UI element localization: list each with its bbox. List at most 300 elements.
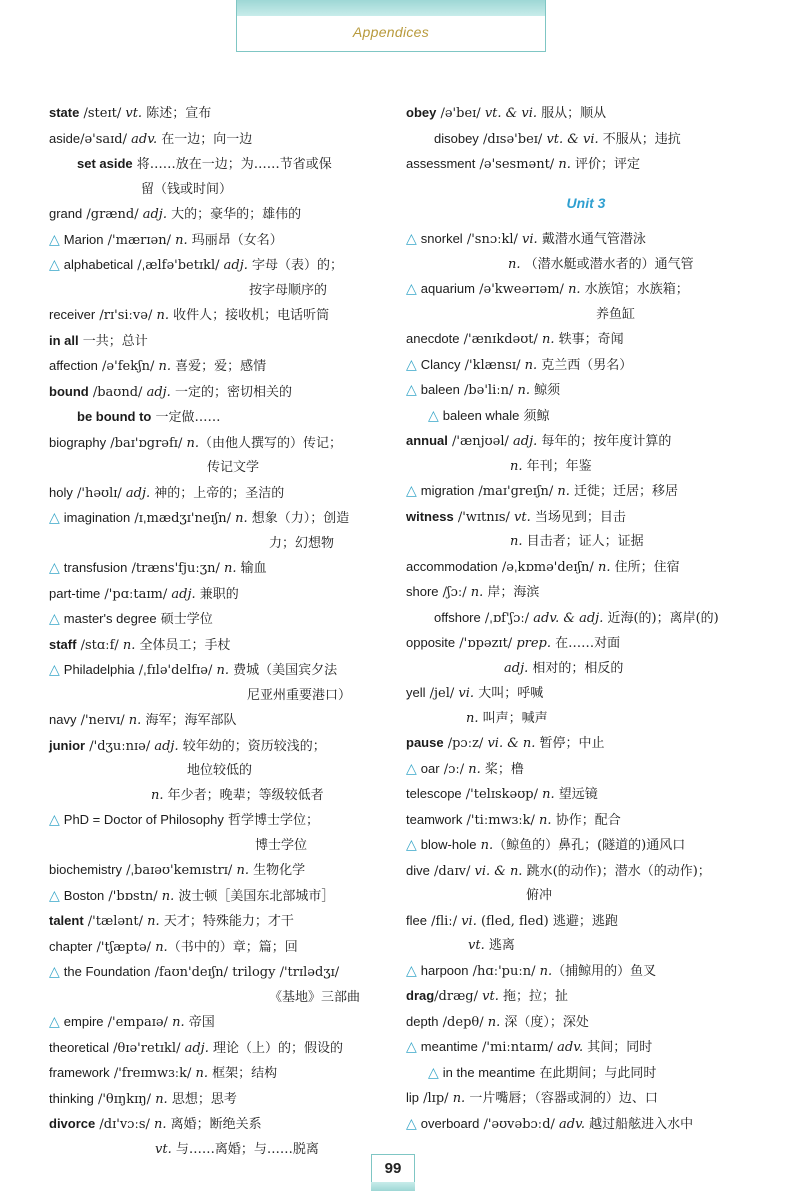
phonetic: /'bɒstn/ <box>104 888 162 904</box>
definition: 力；幻想物 <box>269 535 335 551</box>
part-of-speech: n. <box>557 484 570 499</box>
definition: 当场见到；目击 <box>530 509 626 525</box>
definition: 在此期间；与此同时 <box>535 1065 657 1081</box>
phonetic: /jel/ <box>425 686 459 701</box>
triangle-marker-icon: △ <box>406 1115 417 1132</box>
part-of-speech: n. <box>195 1066 209 1081</box>
headword: receiver <box>49 307 96 322</box>
glossary-continuation-line <box>49 759 389 784</box>
definition: 一定做…… <box>151 410 221 425</box>
definition: 目击者；证人；证据 <box>526 534 644 549</box>
glossary-entry <box>49 708 389 734</box>
phonetic: /daɪv/ <box>429 863 475 879</box>
glossary-continuation-line <box>49 834 389 859</box>
phonetic: /rɪ'siːvə/ <box>95 308 157 323</box>
definition: 不服从；违抗 <box>598 131 681 147</box>
headword: bound <box>49 383 89 399</box>
glossary-entry <box>49 1061 389 1087</box>
phonetic: /'əʊvəbɔːd/ <box>479 1116 560 1132</box>
phonetic: /bə'liːn/ <box>459 383 518 398</box>
glossary-entry <box>406 984 746 1010</box>
headword: imagination <box>63 510 131 525</box>
headword: Philadelphia <box>63 662 135 677</box>
part-of-speech: n. <box>470 585 484 600</box>
triangle-marker-icon: △ <box>49 812 60 828</box>
definition: 收件人；接收机；电话听筒 <box>168 308 330 323</box>
glossary-entry <box>49 202 389 228</box>
part-of-speech: n. <box>147 914 160 929</box>
phonetic: /'wɪtnɪs/ <box>453 509 514 525</box>
part-of-speech: vt. & vi. <box>546 131 599 147</box>
glossary-entry <box>49 481 389 507</box>
headword: baleen <box>420 382 460 397</box>
part-of-speech: n. <box>175 232 188 248</box>
headword: yell <box>406 685 426 700</box>
definition: 喜爱；爱；感情 <box>171 359 267 374</box>
phonetic: /'klænsɪ/ <box>460 357 525 373</box>
headword: theoretical <box>49 1039 109 1055</box>
definition: 理论（上）的；假设的 <box>208 1040 343 1056</box>
part-of-speech: n. <box>128 713 142 728</box>
phonetic: /ˌɒf'ʃɔː/ <box>480 610 534 626</box>
triangle-marker-icon: △ <box>49 662 60 678</box>
glossary-entry <box>406 353 746 379</box>
part-of-speech: n. <box>468 761 481 777</box>
page-header <box>236 0 546 52</box>
glossary-entry <box>406 606 746 632</box>
headword: annual <box>406 433 448 448</box>
phonetic: /θɪə'retɪkl/ <box>108 1040 185 1056</box>
triangle-marker-icon: △ <box>406 962 417 979</box>
triangle-marker-icon: △ <box>49 611 60 627</box>
headword: overboard <box>420 1115 480 1131</box>
part-of-speech: n. <box>539 812 552 828</box>
glossary-entry <box>406 631 746 657</box>
glossary-continuation-line <box>406 455 746 480</box>
part-of-speech: vt. <box>514 509 531 525</box>
part-of-speech: n. <box>568 282 581 297</box>
part-of-speech: adj. <box>146 384 171 400</box>
definition: 评价；评定 <box>570 157 640 172</box>
phonetic: /træns'fjuːʒn/ <box>127 561 224 576</box>
phonetic: /'telɪskəʊp/ <box>461 787 543 802</box>
definition: 海军；海军部队 <box>141 713 237 728</box>
headword: disobey <box>434 130 479 146</box>
left-glossary-column <box>49 101 389 1162</box>
headword: snorkel <box>420 231 463 246</box>
phonetic: /baʊnd/ <box>88 384 147 400</box>
part-of-speech: vt. & vi. <box>484 106 537 121</box>
headword: drag <box>406 988 435 1003</box>
definition: 尼亚州重要港口） <box>247 687 352 703</box>
definition: 叫声；喊声 <box>482 710 548 726</box>
phonetic: /'tælənt/ <box>83 914 148 929</box>
glossary-entry <box>406 1086 746 1112</box>
phonetic: /ˌælfə'betɪkl/ <box>133 258 224 273</box>
headword: framework <box>49 1065 110 1080</box>
glossary-entry <box>406 782 746 808</box>
headword: PhD = Doctor of Philosophy <box>63 812 224 827</box>
definition: 与……离婚；与……脱离 <box>175 1141 319 1157</box>
headword: biography <box>49 434 107 450</box>
part-of-speech: vi. & n. <box>487 736 536 751</box>
headword: telescope <box>406 786 462 801</box>
glossary-continuation-line <box>406 657 746 682</box>
phonetic: /'ænɪkdəʊt/ <box>459 332 543 347</box>
triangle-marker-icon: △ <box>406 356 417 373</box>
part-of-speech: n. <box>156 308 169 323</box>
part-of-speech: n. <box>542 787 555 802</box>
definition: 一定的；密切相关的 <box>170 384 292 400</box>
part-of-speech: n. <box>154 1117 167 1132</box>
phonetic: /ˌbaɪəʊ'kemɪstrɪ/ <box>121 863 237 878</box>
triangle-marker-icon: △ <box>406 1039 417 1055</box>
definition: 陈述；宣布 <box>142 106 212 121</box>
definition: 费城（美国宾夕法 <box>228 663 338 678</box>
headword: aquarium <box>420 281 475 296</box>
glossary-entry <box>49 431 389 457</box>
glossary-entry <box>49 1010 389 1036</box>
phonetic: /ɪˌmædʒɪ'neɪʃn/ <box>130 511 236 526</box>
headword: harpoon <box>420 962 469 978</box>
part-of-speech: prep. <box>516 636 552 651</box>
headword: transfusion <box>63 560 128 575</box>
glossary-entry <box>406 479 746 505</box>
definition: 字母（表）的； <box>247 258 344 273</box>
definition: 留（钱或时间） <box>141 181 233 197</box>
definition: 框架；结构 <box>208 1066 278 1081</box>
glossary-entry <box>406 808 746 834</box>
part-of-speech: vi. <box>461 913 477 929</box>
glossary-entry <box>49 329 389 355</box>
glossary-entry <box>406 277 746 303</box>
glossary-continuation-line <box>49 784 389 809</box>
phonetic: /'empaɪə/ <box>103 1015 173 1030</box>
glossary-entry <box>406 859 746 885</box>
headword: lip <box>406 1090 420 1105</box>
header-decoration-band <box>237 0 545 16</box>
headword: shore <box>406 584 439 599</box>
part-of-speech: vt. <box>155 1141 176 1157</box>
definition: 住所；住宿 <box>610 559 680 575</box>
definition: trilogy /'trɪlədʒɪ/ <box>232 965 340 980</box>
glossary-continuation-line <box>49 456 389 481</box>
glossary-entry <box>406 429 746 455</box>
definition: （由他人撰写的）传记； <box>198 435 342 451</box>
definition: 传记文学 <box>207 460 260 475</box>
phonetic: /'neɪvɪ/ <box>76 713 129 728</box>
part-of-speech: n. <box>517 383 531 398</box>
definition: 玛丽昂（女名） <box>187 232 283 248</box>
phonetic: /maɪ'greɪʃn/ <box>474 484 558 499</box>
headword: be bound to <box>77 409 152 424</box>
glossary-entry <box>406 404 746 430</box>
headword: divorce <box>49 1116 96 1131</box>
part-of-speech: vi. <box>458 686 475 701</box>
part-of-speech: n. <box>172 1015 185 1030</box>
definition: 服从；顺从 <box>536 106 607 121</box>
definition: 较年幼的；资历较浅的； <box>178 738 326 754</box>
phonetic: /grænd/ <box>82 207 143 222</box>
part-of-speech: n. <box>466 710 483 726</box>
triangle-marker-icon: △ <box>49 964 60 980</box>
phonetic: /ə'beɪ/ <box>436 106 485 121</box>
footer-decoration-band <box>371 1182 415 1191</box>
glossary-entry <box>49 380 389 406</box>
part-of-speech: n. <box>542 332 555 347</box>
headword: thinking <box>49 1090 94 1106</box>
phonetic: /'snɔːkl/ <box>462 232 523 247</box>
phonetic: /'mærɪən/ <box>103 232 176 248</box>
phonetic: /ˌfɪlə'delfɪə/ <box>134 663 217 678</box>
phonetic: /'həʊlɪ/ <box>72 485 126 501</box>
glossary-entry <box>49 858 389 884</box>
definition: 克兰西（男名） <box>537 357 633 373</box>
headword: grand <box>49 206 83 221</box>
definition: 波士顿［美国东北部城市］ <box>174 888 335 904</box>
triangle-marker-icon: △ <box>406 281 417 297</box>
definition: 年刊；年鉴 <box>526 458 592 474</box>
glossary-entry <box>49 1036 389 1062</box>
definition: 输血 <box>236 561 267 576</box>
phonetic: /ə'kweərɪəm/ <box>474 282 569 297</box>
definition: 逃离 <box>488 938 515 953</box>
phonetic: /ə'fekʃn/ <box>97 359 159 374</box>
glossary-entry <box>406 1112 746 1138</box>
glossary-entry <box>49 127 389 153</box>
glossary-continuation-line <box>49 532 389 557</box>
glossary-entry <box>49 253 389 279</box>
phonetic: /baɪ'ɒgrəfɪ/ <box>106 435 187 451</box>
definition: 俯冲 <box>526 888 553 903</box>
triangle-marker-icon: △ <box>428 407 439 424</box>
part-of-speech: adj. <box>504 660 533 676</box>
part-of-speech: n. <box>597 559 611 575</box>
definition: 一共；总计 <box>78 333 148 349</box>
part-of-speech: vi. <box>522 232 538 247</box>
glossary-entry <box>406 833 746 859</box>
part-of-speech: n. <box>155 1091 168 1107</box>
part-of-speech: n. <box>223 561 237 576</box>
definition: 在……对面 <box>551 636 621 651</box>
glossary-entry <box>406 681 746 707</box>
headword: assessment <box>406 156 476 171</box>
glossary-continuation-line <box>49 684 389 709</box>
glossary-entry <box>406 327 746 353</box>
definition: 戴潜水通气管潜泳 <box>537 232 646 247</box>
definition: 桨；橹 <box>480 761 524 777</box>
headword: witness <box>406 508 454 524</box>
definition: 生物化学 <box>248 863 306 878</box>
glossary-entry <box>49 1112 389 1138</box>
headword: flee <box>406 912 427 928</box>
headword: alphabetical <box>63 257 134 272</box>
headword: set aside <box>77 156 133 171</box>
headword: teamwork <box>406 811 463 827</box>
headword: Marion <box>63 231 104 247</box>
glossary-entry <box>406 1035 746 1061</box>
phonetic: /ə'sesmənt/ <box>475 157 559 172</box>
headword: junior <box>49 737 86 753</box>
definition: 博士学位 <box>255 837 308 853</box>
headword: Boston <box>63 887 105 903</box>
part-of-speech: n. <box>186 435 199 451</box>
definition: 望远镜 <box>554 787 598 802</box>
phonetic: /'ɒpəzɪt/ <box>455 636 517 651</box>
phonetic: /'pɑːtaɪm/ <box>100 586 172 602</box>
glossary-entry <box>406 731 746 757</box>
part-of-speech: n. <box>235 511 248 526</box>
definition: 全体员工；手杖 <box>135 637 231 653</box>
glossary-entry <box>49 808 389 834</box>
part-of-speech: adj. <box>154 738 179 754</box>
headword: aside <box>49 130 81 146</box>
glossary-entry <box>49 734 389 760</box>
right-glossary-column <box>406 101 746 1137</box>
glossary-entry <box>49 909 389 935</box>
glossary-continuation-line <box>406 303 746 328</box>
headword: accommodation <box>406 558 498 574</box>
glossary-entry <box>49 101 389 127</box>
glossary-continuation-line <box>49 1138 389 1163</box>
glossary-entry <box>406 1061 746 1087</box>
glossary-entry <box>49 303 389 329</box>
glossary-entry <box>406 505 746 531</box>
glossary-continuation-line <box>49 279 389 304</box>
definition: （鲸鱼的）鼻孔；(隧道的)通风口 <box>493 838 686 853</box>
triangle-marker-icon: △ <box>49 257 60 273</box>
glossary-entry <box>406 580 746 606</box>
phonetic: /'tiːmwɜːk/ <box>462 812 540 828</box>
definition: 在一边；向一边 <box>157 131 253 147</box>
definition: 每年的；按年度计算的 <box>537 434 672 449</box>
definition: 兼职的 <box>195 586 239 602</box>
glossary-entry <box>406 909 746 935</box>
definition: 离婚；断绝关系 <box>166 1117 262 1132</box>
part-of-speech: n. <box>524 357 538 373</box>
page-number: 99 <box>371 1154 415 1182</box>
headword: empire <box>63 1014 104 1029</box>
definition: 大叫；呼喊 <box>474 686 544 701</box>
triangle-marker-icon: △ <box>49 1014 60 1030</box>
part-of-speech: n. <box>158 359 172 374</box>
phonetic: /dɪsə'beɪ/ <box>478 131 547 147</box>
phonetic: /hɑː'puːn/ <box>468 963 540 979</box>
glossary-entry <box>49 935 389 961</box>
part-of-speech: vi. & n. <box>474 863 523 879</box>
headword: dive <box>406 862 430 878</box>
headword: pause <box>406 735 444 750</box>
part-of-speech: adv. <box>557 1040 584 1055</box>
part-of-speech: n. <box>510 458 527 474</box>
part-of-speech: adj. <box>513 434 538 449</box>
headword: baleen whale <box>442 407 520 423</box>
part-of-speech: n. <box>539 963 553 979</box>
part-of-speech: adj. <box>223 258 248 273</box>
triangle-marker-icon: △ <box>49 560 60 576</box>
phonetic: /faʊn'deɪʃn/ <box>150 965 233 980</box>
part-of-speech: adj. <box>125 485 151 501</box>
part-of-speech: vt. <box>482 989 499 1004</box>
part-of-speech: n. <box>487 1014 501 1030</box>
phonetic: /'θɪŋkɪŋ/ <box>93 1091 156 1107</box>
glossary-continuation-line <box>406 707 746 732</box>
glossary-entry <box>49 658 389 684</box>
headword: part-time <box>49 585 101 601</box>
definition: 天才；特殊能力；才干 <box>159 914 294 929</box>
triangle-marker-icon: △ <box>406 483 417 499</box>
glossary-entry <box>406 757 746 783</box>
definition: 其间；同时 <box>583 1040 653 1055</box>
headword: anecdote <box>406 331 460 346</box>
part-of-speech: adv. <box>559 1116 586 1132</box>
definition: 想象（力）；创造 <box>247 511 350 526</box>
part-of-speech: vt. <box>468 938 489 953</box>
triangle-marker-icon: △ <box>428 1064 439 1081</box>
definition: 相对的；相反的 <box>532 660 624 676</box>
glossary-entry <box>49 1087 389 1113</box>
phonetic: /'dʒuːnɪə/ <box>85 738 155 754</box>
glossary-continuation-line <box>49 178 389 203</box>
glossary-entry <box>406 555 746 581</box>
phonetic: /ʃɔː/ <box>438 585 471 600</box>
phonetic: /ə'saɪd/ <box>80 131 132 147</box>
definition: 暂停；中止 <box>535 736 605 751</box>
phonetic: /fliː/ <box>426 913 462 929</box>
definition: 按字母顺序的 <box>249 282 328 298</box>
glossary-continuation-line <box>406 884 746 909</box>
phonetic: /steɪt/ <box>79 106 126 121</box>
definition: 水族馆；水族箱； <box>580 282 689 297</box>
triangle-marker-icon: △ <box>406 231 417 247</box>
definition: 神的；上帝的；圣洁的 <box>150 485 285 501</box>
phonetic: /lɪp/ <box>419 1091 453 1106</box>
triangle-marker-icon: △ <box>49 510 60 526</box>
headword: opposite <box>406 635 456 650</box>
triangle-marker-icon: △ <box>49 887 60 904</box>
phonetic: /əˌkɒmə'deɪʃn/ <box>497 559 598 575</box>
definition: 将……放在一边；为……节省或保 <box>132 157 332 172</box>
part-of-speech: adv. & adj. <box>533 610 604 626</box>
glossary-entry <box>406 227 746 253</box>
glossary-continuation-line <box>406 530 746 555</box>
phonetic: /depθ/ <box>438 1014 488 1030</box>
glossary-entry <box>49 633 389 659</box>
definition: 近海(的)；离岸(的) <box>603 610 719 626</box>
definition: 哲学博士学位； <box>223 813 319 828</box>
phonetic: /ɔː/ <box>439 761 469 777</box>
definition: （书中的）章；篇；回 <box>167 939 298 955</box>
phonetic: /'miːntaɪm/ <box>477 1040 558 1055</box>
part-of-speech: adj. <box>184 1040 209 1056</box>
glossary-entry <box>406 378 746 404</box>
part-of-speech: adv. <box>131 131 158 147</box>
glossary-continuation-line <box>49 986 389 1011</box>
part-of-speech: n. <box>508 256 525 272</box>
phonetic: /'freɪmwɜːk/ <box>109 1066 196 1081</box>
headword: obey <box>406 105 437 120</box>
headword: migration <box>420 483 475 498</box>
part-of-speech: n. <box>476 838 494 853</box>
headword: affection <box>49 358 98 373</box>
triangle-marker-icon: △ <box>406 837 417 853</box>
definition: 须鲸 <box>519 408 550 424</box>
definition: 一片嘴唇；（容器或洞的）边、口 <box>465 1091 658 1106</box>
glossary-entry <box>49 152 389 178</box>
headword: staff <box>49 636 77 652</box>
part-of-speech: adj. <box>171 586 196 602</box>
part-of-speech: n. <box>510 534 527 549</box>
